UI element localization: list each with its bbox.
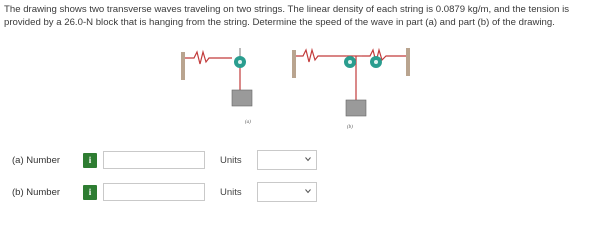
part-a-label: (a) Number xyxy=(12,155,61,166)
chevron-down-icon xyxy=(305,156,311,162)
units-select-a[interactable] xyxy=(257,150,317,170)
diagram-part-b xyxy=(292,48,410,116)
chevron-down-icon xyxy=(305,188,311,194)
string-b-right xyxy=(362,50,406,62)
string-a xyxy=(185,52,232,64)
units-label-b: Units xyxy=(220,187,242,198)
answer-row-b xyxy=(0,181,590,205)
units-select-b[interactable] xyxy=(257,182,317,202)
pulley-b-left xyxy=(344,56,356,68)
wall-b-left xyxy=(292,50,296,78)
string-b-left xyxy=(296,50,346,62)
block-a xyxy=(232,90,252,106)
pulley-a xyxy=(234,56,246,68)
answer-row-a xyxy=(0,149,590,173)
diagram-part-a xyxy=(181,48,252,106)
question-text: The drawing shows two transverse waves traveling on two strings. The linear density of each string is 0.0879 kg/m, and the tension is provided by a 26.0-N block that is hanging from the string. Determine the speed of the wave in part (a) and part (b) of the drawing. xyxy=(4,4,570,28)
figure-label-b: (b) xyxy=(347,125,353,130)
info-icon[interactable]: i xyxy=(83,153,97,168)
info-icon[interactable]: i xyxy=(83,185,97,200)
pulley-b-right xyxy=(370,56,382,68)
number-input-b[interactable] xyxy=(103,183,205,201)
wall-a xyxy=(181,52,185,80)
figure-label-a: (a) xyxy=(245,120,251,125)
units-label-a: Units xyxy=(220,155,242,166)
number-input-a[interactable] xyxy=(103,151,205,169)
block-b xyxy=(346,100,366,116)
wall-b-right xyxy=(406,48,410,76)
part-b-label: (b) Number xyxy=(12,187,61,198)
